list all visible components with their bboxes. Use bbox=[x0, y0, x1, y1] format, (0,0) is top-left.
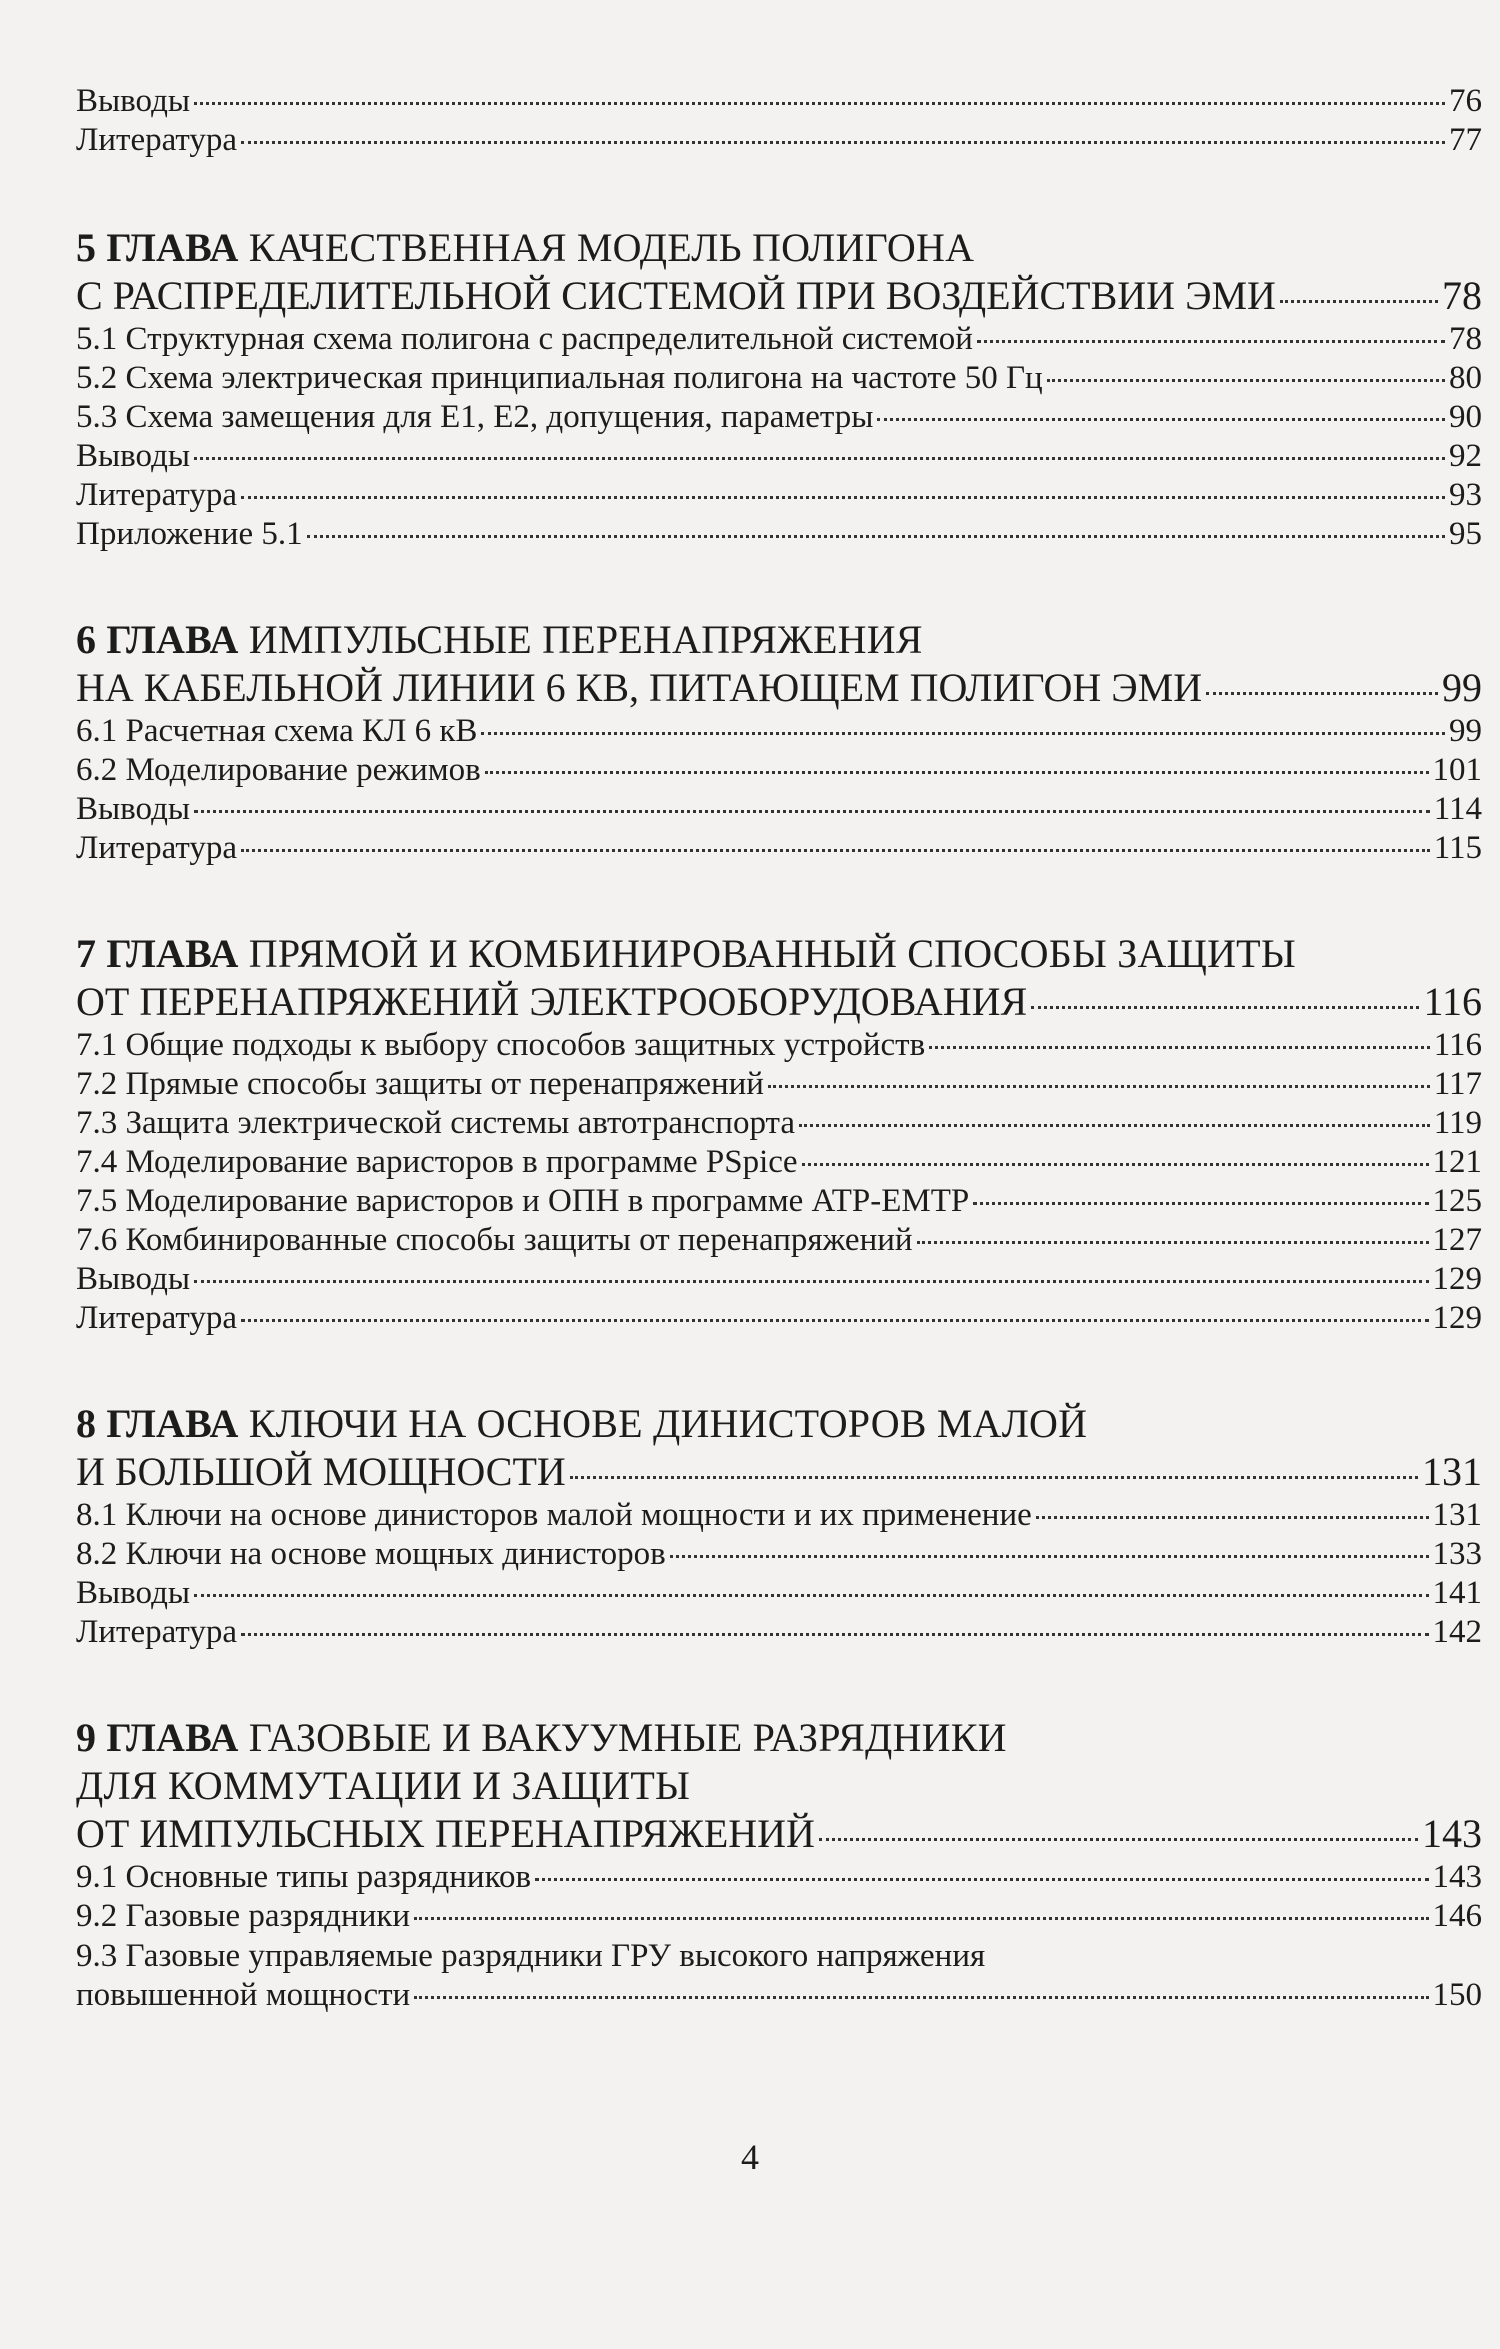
entry-title: 6.1 Расчетная схема КЛ 6 кВ bbox=[76, 713, 478, 749]
toc-entry bbox=[76, 1299, 1482, 1338]
entry-title-line: 9.3 Газовые управляемые разрядники ГРУ высокого напряжения bbox=[76, 1938, 986, 1974]
chapter-title-line: ИМПУЛЬСНЫЕ ПЕРЕНАПРЯЖЕНИЯ bbox=[248, 617, 923, 662]
entry-page: 142 bbox=[1432, 1614, 1482, 1650]
entry-page: 117 bbox=[1433, 1066, 1482, 1102]
toc-entry bbox=[76, 437, 1482, 476]
toc-entry bbox=[76, 1613, 1482, 1652]
chapter-title-line: КЛЮЧИ НА ОСНОВЕ ДИНИСТОРОВ МАЛОЙ bbox=[248, 1401, 1088, 1446]
entry-title: 7.1 Общие подходы к выбору способов защитных устройств bbox=[76, 1027, 926, 1063]
chapter-title-line: КАЧЕСТВЕННАЯ МОДЕЛЬ ПОЛИГОНА bbox=[248, 225, 975, 270]
toc-entry bbox=[76, 1221, 1482, 1260]
chapter-title-line: И БОЛЬШОЙ МОЩНОСТИ bbox=[76, 1449, 566, 1494]
entry-title-line: повышенной мощности bbox=[76, 1977, 411, 2013]
chapter-page: 116 bbox=[1423, 979, 1482, 1024]
dot-leader bbox=[1036, 1516, 1429, 1519]
entry-title: 6.2 Моделирование режимов bbox=[76, 752, 481, 788]
dot-leader bbox=[241, 1319, 1428, 1322]
chapter-8 bbox=[76, 1400, 1482, 1652]
entry-page: 93 bbox=[1449, 477, 1482, 513]
chapter-page: 131 bbox=[1422, 1449, 1482, 1494]
chapter-label: 5 ГЛАВА bbox=[76, 225, 239, 270]
dot-leader bbox=[194, 810, 1430, 813]
entry-title: 5.2 Схема электрическая принципиальная полигона на частоте 50 Гц bbox=[76, 360, 1043, 396]
entry-page: 143 bbox=[1432, 1859, 1482, 1895]
chapter-7 bbox=[76, 930, 1482, 1338]
entry-page: 129 bbox=[1432, 1300, 1482, 1336]
dot-leader bbox=[802, 1163, 1429, 1166]
toc-entry bbox=[76, 1535, 1482, 1574]
entry-page: 78 bbox=[1449, 321, 1482, 357]
chapter-title-line: ОТ ПЕРЕНАПРЯЖЕНИЙ ЭЛЕКТРООБОРУДОВАНИЯ bbox=[76, 979, 1028, 1024]
entry-title: Литература bbox=[76, 122, 238, 158]
chapter-title-line: ДЛЯ КОММУТАЦИИ И ЗАЩИТЫ bbox=[76, 1763, 691, 1808]
entry-page: 80 bbox=[1449, 360, 1482, 396]
entry-title: Литература bbox=[76, 1614, 238, 1650]
chapter-heading-entry bbox=[76, 272, 1482, 320]
chapter-label: 6 ГЛАВА bbox=[76, 617, 239, 662]
entry-page: 146 bbox=[1432, 1898, 1482, 1934]
page-number: 4 bbox=[741, 2137, 759, 2177]
dot-leader bbox=[241, 1633, 1428, 1636]
dot-leader bbox=[819, 1838, 1418, 1841]
entry-page: 150 bbox=[1432, 1977, 1482, 2013]
dot-leader bbox=[241, 141, 1445, 144]
chapter-6 bbox=[76, 616, 1482, 868]
chapter-heading-line bbox=[76, 1400, 1482, 1448]
dot-leader bbox=[799, 1124, 1430, 1127]
toc-entry bbox=[76, 515, 1482, 554]
chapter-heading-entry bbox=[76, 664, 1482, 712]
chapter-page: 78 bbox=[1442, 273, 1482, 318]
dot-leader bbox=[1206, 692, 1438, 695]
toc-entry bbox=[76, 1143, 1482, 1182]
toc-entry bbox=[76, 712, 1482, 751]
entry-title: Выводы bbox=[76, 1575, 191, 1611]
dot-leader bbox=[973, 1202, 1428, 1205]
entry-page: 90 bbox=[1449, 399, 1482, 435]
entry-page: 92 bbox=[1449, 438, 1482, 474]
entry-title: Выводы bbox=[76, 1261, 191, 1297]
dot-leader bbox=[977, 340, 1445, 343]
entry-page: 76 bbox=[1449, 83, 1482, 119]
entry-title: Литература bbox=[76, 830, 238, 866]
entry-page: 101 bbox=[1432, 752, 1482, 788]
dot-leader bbox=[570, 1476, 1418, 1479]
entry-title: 7.5 Моделирование варисторов и ОПН в программе ATP-EMTP bbox=[76, 1183, 970, 1219]
chapter-heading-entry bbox=[76, 978, 1482, 1026]
entry-title: Приложение 5.1 bbox=[76, 516, 303, 552]
chapter-title-line: НА КАБЕЛЬНОЙ ЛИНИИ 6 КВ, ПИТАЮЩЕМ ПОЛИГОН ЭМИ bbox=[76, 665, 1203, 710]
entry-page: 119 bbox=[1433, 1105, 1482, 1141]
dot-leader bbox=[414, 1996, 1428, 1999]
dot-leader bbox=[194, 1594, 1428, 1597]
toc-entry bbox=[76, 1897, 1482, 1936]
entry-title: Выводы bbox=[76, 791, 191, 827]
entry-page: 99 bbox=[1449, 713, 1482, 749]
entry-title: 7.2 Прямые способы защиты от перенапряжений bbox=[76, 1066, 764, 1102]
dot-leader bbox=[768, 1085, 1430, 1088]
entry-page: 129 bbox=[1432, 1261, 1482, 1297]
dot-leader bbox=[1280, 300, 1438, 303]
toc-entry bbox=[76, 790, 1482, 829]
chapter-title-line: ГАЗОВЫЕ И ВАКУУМНЫЕ РАЗРЯДНИКИ bbox=[248, 1715, 1007, 1760]
chapter-heading-line bbox=[76, 1762, 1482, 1810]
chapter-label: 7 ГЛАВА bbox=[76, 931, 239, 976]
table-of-contents bbox=[76, 82, 1482, 2015]
toc-entry bbox=[76, 359, 1482, 398]
chapter-page: 143 bbox=[1422, 1811, 1482, 1856]
chapter-heading-line bbox=[76, 930, 1482, 978]
entry-title: 7.4 Моделирование варисторов в программе PSpice bbox=[76, 1144, 798, 1180]
chapter-title-line: С РАСПРЕДЕЛИТЕЛЬНОЙ СИСТЕМОЙ ПРИ ВОЗДЕЙСТВИИ ЭМИ bbox=[76, 273, 1276, 318]
chapter-label: 8 ГЛАВА bbox=[76, 1401, 239, 1446]
entry-title: Литература bbox=[76, 1300, 238, 1336]
chapter-heading-line bbox=[76, 224, 1482, 272]
toc-entry bbox=[76, 829, 1482, 868]
dot-leader bbox=[877, 418, 1445, 421]
dot-leader bbox=[670, 1555, 1429, 1558]
entry-title: Выводы bbox=[76, 83, 191, 119]
dot-leader bbox=[194, 1280, 1428, 1283]
entry-title: 9.1 Основные типы разрядников bbox=[76, 1859, 532, 1895]
entry-title: Выводы bbox=[76, 438, 191, 474]
toc-entry bbox=[76, 320, 1482, 359]
toc-entry bbox=[76, 1260, 1482, 1299]
entry-title: 7.6 Комбинированные способы защиты от перенапряжений bbox=[76, 1222, 913, 1258]
chapter-5 bbox=[76, 224, 1482, 554]
entry-page: 133 bbox=[1432, 1536, 1482, 1572]
chapter-heading-entry bbox=[76, 1448, 1482, 1496]
dot-leader bbox=[307, 535, 1445, 538]
dot-leader bbox=[241, 849, 1430, 852]
chapter-heading-line bbox=[76, 1714, 1482, 1762]
dot-leader bbox=[485, 771, 1429, 774]
toc-entry bbox=[76, 1182, 1482, 1221]
toc-entry bbox=[76, 476, 1482, 515]
toc-entry bbox=[76, 1496, 1482, 1535]
toc-entry bbox=[76, 121, 1482, 160]
dot-leader bbox=[1031, 1006, 1419, 1009]
entry-page: 141 bbox=[1432, 1575, 1482, 1611]
dot-leader bbox=[241, 496, 1445, 499]
chapter-page: 99 bbox=[1442, 665, 1482, 710]
entry-title: 5.1 Структурная схема полигона с распределительной системой bbox=[76, 321, 973, 357]
entry-title: 9.2 Газовые разрядники bbox=[76, 1898, 411, 1934]
dot-leader bbox=[929, 1046, 1430, 1049]
toc-entry bbox=[76, 398, 1482, 437]
toc-entry bbox=[76, 1065, 1482, 1104]
chapter-label: 9 ГЛАВА bbox=[76, 1715, 239, 1760]
toc-entry bbox=[76, 751, 1482, 790]
chapter-heading-line bbox=[76, 616, 1482, 664]
entry-page: 115 bbox=[1433, 830, 1482, 866]
toc-entry bbox=[76, 82, 1482, 121]
entry-page: 125 bbox=[1432, 1183, 1482, 1219]
entry-page: 121 bbox=[1432, 1144, 1482, 1180]
chapter-heading-entry bbox=[76, 1810, 1482, 1858]
dot-leader bbox=[481, 732, 1445, 735]
chapter-9 bbox=[76, 1714, 1482, 2015]
dot-leader bbox=[1047, 379, 1445, 382]
chapter-title-line: ПРЯМОЙ И КОМБИНИРОВАННЫЙ СПОСОБЫ ЗАЩИТЫ bbox=[248, 931, 1296, 976]
dot-leader bbox=[414, 1917, 1428, 1920]
toc-entry bbox=[76, 1026, 1482, 1065]
dot-leader bbox=[194, 457, 1445, 460]
dot-leader bbox=[535, 1878, 1428, 1881]
chapter-title-line: ОТ ИМПУЛЬСНЫХ ПЕРЕНАПРЯЖЕНИЙ bbox=[76, 1811, 815, 1856]
entry-title: 5.3 Схема замещения для Е1, Е2, допущения, параметры bbox=[76, 399, 874, 435]
dot-leader bbox=[917, 1241, 1429, 1244]
entry-title: 8.2 Ключи на основе мощных динисторов bbox=[76, 1536, 666, 1572]
entry-title: 7.3 Защита электрической системы автотранспорта bbox=[76, 1105, 795, 1141]
entry-page: 95 bbox=[1449, 516, 1482, 552]
toc-entry bbox=[76, 1574, 1482, 1613]
dot-leader bbox=[194, 102, 1445, 105]
entry-page: 77 bbox=[1449, 122, 1482, 158]
toc-entry bbox=[76, 1976, 1482, 2015]
entry-page: 127 bbox=[1432, 1222, 1482, 1258]
entry-page: 114 bbox=[1433, 791, 1482, 827]
entry-page: 131 bbox=[1432, 1497, 1482, 1533]
entry-title: Литература bbox=[76, 477, 238, 513]
toc-entry bbox=[76, 1104, 1482, 1143]
entry-title: 8.1 Ключи на основе динисторов малой мощности и их применение bbox=[76, 1497, 1032, 1533]
entry-page: 116 bbox=[1433, 1027, 1482, 1063]
toc-entry bbox=[76, 1858, 1482, 1897]
